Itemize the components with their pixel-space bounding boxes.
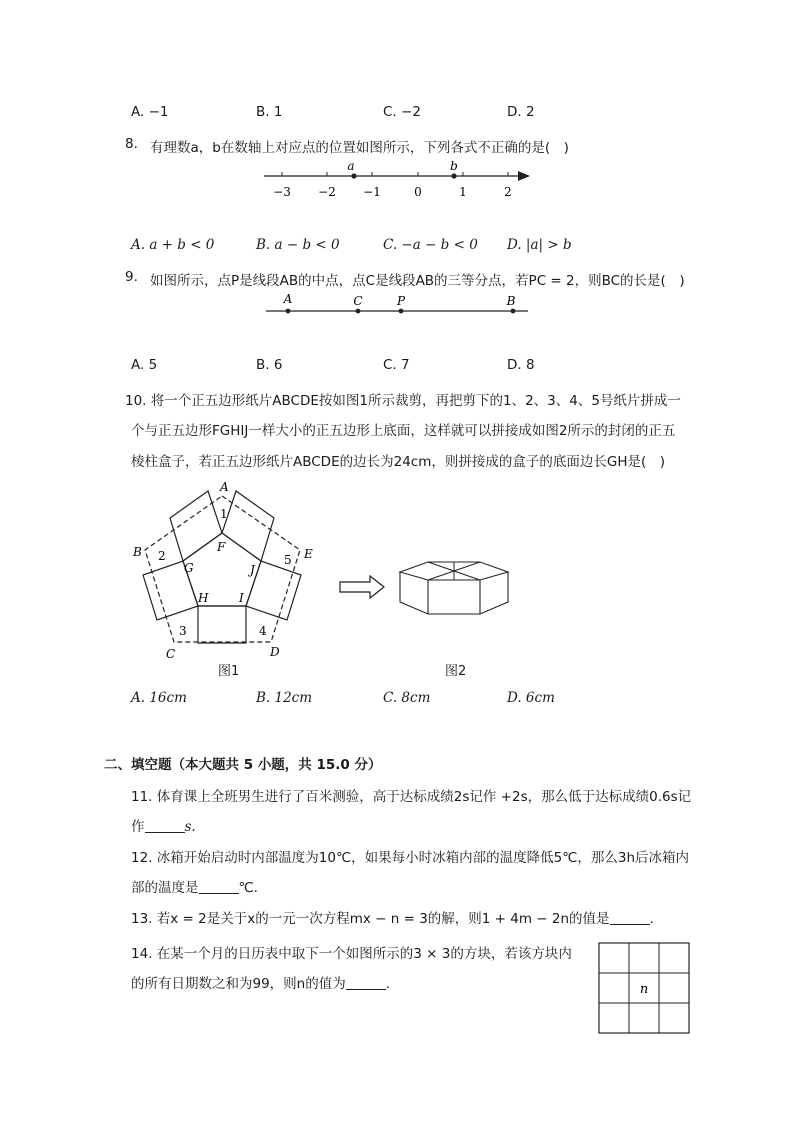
q7-option-b: B. 1 (256, 104, 283, 120)
point-p-label: P (396, 294, 406, 308)
q8-number: 8. (125, 136, 138, 152)
q8-stem: 有理数a，b在数轴上对应点的位置如图所示，下列各式不正确的是( ) (150, 140, 569, 156)
piece-2: 2 (158, 549, 166, 563)
point-p (399, 309, 404, 314)
q10-option-b: B. 12cm (256, 690, 313, 706)
q14-suffix: . (385, 976, 391, 992)
tick-label: −2 (318, 185, 336, 199)
point-a (286, 309, 291, 314)
q10-text-1: 将一个正五边形纸片ABCDE按如图1所示裁剪，再把剪下的1、2、3、4、5号纸片拼成一 (150, 393, 681, 409)
q13-line (131, 907, 654, 927)
tick-label: 2 (504, 185, 512, 199)
q10-fig1-caption: 图1 (218, 664, 240, 679)
point-b-label: B (506, 294, 516, 308)
q8-option-c: C. −a − b < 0 (383, 237, 478, 253)
label-J: J (250, 563, 255, 577)
piece-3: 3 (179, 624, 187, 638)
q10-line3: 棱柱盒子，若正五边形纸片ABCDE的边长为24cm，则拼接成的盒子的底面边长GH是( ) (131, 454, 666, 470)
q11-line1: 11. 体育课上全班男生进行了百米测验，高于达标成绩2s记作 +2s，那么低于达标成绩0.6s记 (131, 789, 692, 805)
q12-prefix: 部的温度是 (131, 880, 199, 896)
q11-line2 (131, 815, 196, 835)
tick-label: −3 (273, 185, 291, 199)
label-E: E (304, 547, 313, 561)
q14-line1: 14. 在某一个月的日历表中取下一个如图所示的3 × 3的方块，若该方块内 (131, 946, 572, 962)
q11-suffix: s. (184, 819, 196, 835)
label-I: I (239, 591, 244, 605)
point-b (511, 309, 516, 314)
q9-option-a: A. 5 (131, 357, 158, 373)
label-G: G (184, 561, 194, 575)
piece-5: 5 (284, 553, 292, 567)
point-b-dot (451, 173, 456, 178)
q12-line1: 12. 冰箱开始启动时内部温度为10℃，如果每小时冰箱内部的温度降低5℃，那么3h后冰箱内 (131, 850, 689, 866)
q13-prefix: 13. 若x = 2是关于x的一元一次方程mx − n = 3的解，则1 + 4m − 2n的值是 (131, 911, 610, 927)
section-2-title: 二、填空题（本大题共 5 小题，共 15.0 分） (104, 757, 382, 773)
point-a-label: A (283, 292, 293, 306)
q12-blank (199, 879, 239, 894)
label-B: B (133, 545, 142, 559)
q10-option-d: D. 6cm (507, 690, 555, 706)
q9-option-b: B. 6 (256, 357, 283, 373)
point-c-label: C (353, 294, 363, 308)
q7-option-d: D. 2 (507, 104, 535, 120)
q9-option-c: C. 7 (383, 357, 410, 373)
q9-segment-figure (262, 290, 534, 324)
q7-option-c: C. −2 (383, 104, 421, 120)
q10-figure-2 (396, 558, 512, 620)
tick-label: 0 (414, 185, 422, 199)
piece-1: 1 (220, 507, 228, 521)
q10-line1 (125, 389, 681, 409)
q13-blank (610, 910, 650, 925)
tick-label: 1 (459, 185, 467, 199)
arrow-icon (338, 574, 388, 600)
q13-suffix: . (649, 911, 654, 927)
q10-fig2-caption: 图2 (445, 664, 467, 679)
q8-option-d: D. |a| > b (507, 237, 572, 253)
q14-prefix: 的所有日期数之和为99，则n的值为 (131, 976, 346, 992)
piece-4: 4 (259, 624, 267, 638)
label-H: H (198, 591, 209, 605)
point-c (356, 309, 361, 314)
q14-blank (346, 975, 386, 990)
q12-line2 (131, 876, 258, 896)
q9-number: 9. (125, 269, 138, 285)
q9-stem: 如图所示，点P是线段AB的中点，点C是线段AB的三等分点，若PC = 2，则BC的长是( ) (150, 273, 685, 289)
q10-option-a: A. 16cm (131, 690, 187, 706)
point-a-dot (351, 173, 356, 178)
q14-calendar-grid (598, 942, 692, 1036)
q14-line2 (131, 972, 390, 992)
q9-option-d: D. 8 (507, 357, 535, 373)
q8-option-b: B. a − b < 0 (256, 237, 340, 253)
grid-center-label: n (639, 982, 649, 997)
q10-line2: 个与正五边形FGHIJ一样大小的正五边形上底面，这样就可以拼接成如图2所示的封闭的正五 (131, 423, 676, 439)
q8-number-line (260, 158, 540, 204)
label-F: F (217, 540, 226, 554)
q10-option-c: C. 8cm (383, 690, 431, 706)
point-b-label: b (450, 159, 458, 173)
point-a-label: a (347, 159, 355, 173)
label-D: D (270, 645, 280, 659)
q7-option-a: A. −1 (131, 104, 169, 120)
q8-option-a: A. a + b < 0 (131, 237, 215, 253)
label-A: A (220, 480, 229, 494)
q10-number: 10. (125, 393, 147, 409)
q11-prefix: 作 (131, 819, 145, 835)
q11-blank (145, 818, 185, 833)
q10-figure-1 (128, 478, 328, 664)
tick-label: −1 (363, 185, 381, 199)
label-C: C (166, 647, 176, 661)
q12-suffix: ℃. (238, 880, 258, 896)
